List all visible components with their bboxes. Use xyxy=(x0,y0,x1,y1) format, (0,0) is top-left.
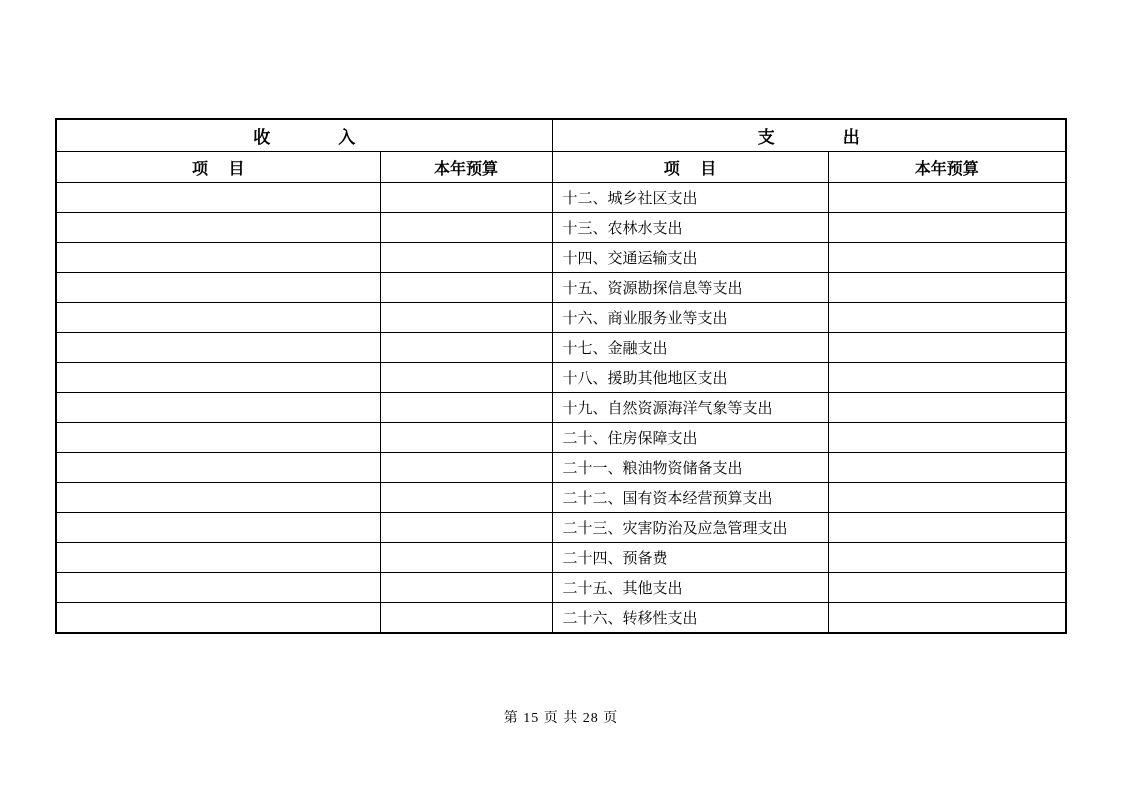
table-row xyxy=(56,393,1066,423)
column-header-row xyxy=(56,152,1066,183)
table-row xyxy=(56,573,1066,603)
expense-budget-cell xyxy=(828,333,1066,363)
budget-table xyxy=(55,118,1067,634)
income-item-cell xyxy=(56,393,380,423)
expense-item-cell: 十六、商业服务业等支出 xyxy=(552,303,828,333)
table-row xyxy=(56,213,1066,243)
expense-budget-cell xyxy=(828,543,1066,573)
expense-budget-cell xyxy=(828,213,1066,243)
table-row xyxy=(56,363,1066,393)
income-item-cell xyxy=(56,513,380,543)
table-row xyxy=(56,543,1066,573)
expense-item-cell: 二十五、其他支出 xyxy=(552,573,828,603)
expense-item-cell: 十三、农林水支出 xyxy=(552,213,828,243)
income-budget-cell xyxy=(380,423,552,453)
income-item-cell xyxy=(56,573,380,603)
income-budget-cell xyxy=(380,303,552,333)
expense-item-cell: 十七、金融支出 xyxy=(552,333,828,363)
table-row xyxy=(56,243,1066,273)
page-number-footer: 第 15 页 共 28 页 xyxy=(503,711,619,726)
expense-item-cell: 十五、资源勘探信息等支出 xyxy=(552,273,828,303)
income-budget-cell xyxy=(380,243,552,273)
expense-item-cell: 二十一、粮油物资储备支出 xyxy=(552,453,828,483)
table-row xyxy=(56,453,1066,483)
budget-table-body xyxy=(56,183,1066,634)
expense-budget-column-header: 本年预算 xyxy=(828,152,1066,183)
income-budget-cell xyxy=(380,483,552,513)
expense-item-cell: 十八、援助其他地区支出 xyxy=(552,363,828,393)
table-row xyxy=(56,183,1066,213)
expense-item-cell: 二十六、转移性支出 xyxy=(552,603,828,634)
table-row xyxy=(56,303,1066,333)
expense-item-cell: 二十、住房保障支出 xyxy=(552,423,828,453)
expense-budget-cell xyxy=(828,423,1066,453)
expense-section-title: 支 出 xyxy=(552,119,1066,152)
expense-item-column-header: 项 目 xyxy=(552,152,828,183)
table-row xyxy=(56,423,1066,453)
expense-budget-cell xyxy=(828,273,1066,303)
income-budget-cell xyxy=(380,333,552,363)
income-item-column-header: 项 目 xyxy=(56,152,380,183)
expense-budget-cell xyxy=(828,483,1066,513)
income-item-cell xyxy=(56,603,380,634)
income-budget-cell xyxy=(380,213,552,243)
expense-item-cell: 二十二、国有资本经营预算支出 xyxy=(552,483,828,513)
expense-budget-cell xyxy=(828,243,1066,273)
expense-item-cell: 二十四、预备费 xyxy=(552,543,828,573)
income-item-cell xyxy=(56,423,380,453)
income-budget-column-header: 本年预算 xyxy=(380,152,552,183)
income-item-cell xyxy=(56,243,380,273)
expense-item-cell: 十二、城乡社区支出 xyxy=(552,183,828,213)
section-header-row xyxy=(56,119,1066,152)
expense-budget-cell xyxy=(828,183,1066,213)
table-row xyxy=(56,513,1066,543)
income-budget-cell xyxy=(380,453,552,483)
income-item-cell xyxy=(56,363,380,393)
income-item-cell xyxy=(56,483,380,513)
table-row xyxy=(56,273,1066,303)
income-budget-cell xyxy=(380,183,552,213)
income-item-cell xyxy=(56,183,380,213)
table-row xyxy=(56,333,1066,363)
income-item-cell xyxy=(56,543,380,573)
income-budget-cell xyxy=(380,273,552,303)
expense-item-cell: 十九、自然资源海洋气象等支出 xyxy=(552,393,828,423)
income-budget-cell xyxy=(380,363,552,393)
income-budget-cell xyxy=(380,573,552,603)
expense-item-cell: 十四、交通运输支出 xyxy=(552,243,828,273)
expense-budget-cell xyxy=(828,303,1066,333)
income-budget-cell xyxy=(380,543,552,573)
expense-item-cell: 二十三、灾害防治及应急管理支出 xyxy=(552,513,828,543)
income-item-cell xyxy=(56,213,380,243)
income-item-cell xyxy=(56,273,380,303)
expense-budget-cell xyxy=(828,363,1066,393)
expense-budget-cell xyxy=(828,513,1066,543)
income-budget-cell xyxy=(380,513,552,543)
expense-budget-cell xyxy=(828,453,1066,483)
income-item-cell xyxy=(56,333,380,363)
income-item-cell xyxy=(56,453,380,483)
table-row xyxy=(56,483,1066,513)
expense-budget-cell xyxy=(828,573,1066,603)
expense-budget-cell xyxy=(828,393,1066,423)
income-section-title: 收 入 xyxy=(56,119,552,152)
income-item-cell xyxy=(56,303,380,333)
income-budget-cell xyxy=(380,393,552,423)
table-row xyxy=(56,603,1066,634)
budget-table-header xyxy=(56,119,1066,183)
income-budget-cell xyxy=(380,603,552,634)
expense-budget-cell xyxy=(828,603,1066,634)
